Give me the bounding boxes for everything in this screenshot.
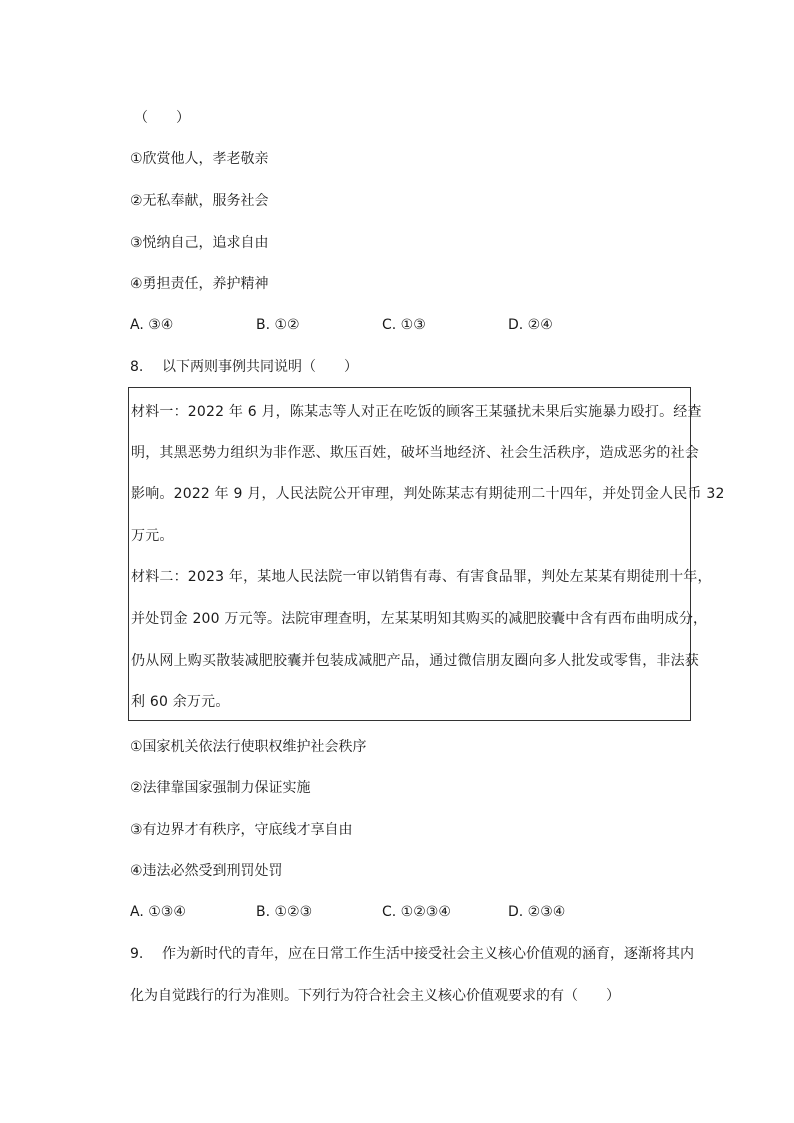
q9-stem-line-1 bbox=[130, 944, 694, 964]
answer-parentheses: （ ） bbox=[134, 110, 190, 126]
q7-statement-2: ②无私奉献，服务社会 bbox=[130, 193, 269, 209]
q8-stem bbox=[130, 357, 358, 377]
q8-stem-text: 以下两则事例共同说明（ ） bbox=[162, 359, 358, 375]
q8-option-a[interactable]: A. ①③④ bbox=[130, 904, 186, 920]
q8-statement-3: ③有边界才有秩序，守底线才享自由 bbox=[130, 822, 353, 838]
material-line: 明，其黑恶势力组织为非作恶、欺压百姓，破坏当地经济、社会生活秩序，造成恶劣的社会 bbox=[131, 445, 699, 461]
q8-statement-1: ①国家机关依法行使职权维护社会秩序 bbox=[130, 739, 367, 755]
q7-option-a[interactable]: A. ③④ bbox=[130, 317, 174, 333]
q7-statement-1: ①欣赏他人，孝老敬亲 bbox=[130, 151, 269, 167]
material-line: 并处罚金 200 万元等。法院审理查明，左某某明知其购买的减肥胶囊中含有西布曲明成分， bbox=[131, 611, 708, 627]
material-line: 影响。2022 年 9 月，人民法院公开审理，判处陈某志有期徒刑二十四年，并处罚金人民币 32 bbox=[131, 486, 725, 502]
q9-stem-line-2: 化为自觉践行的行为准则。下列行为符合社会主义核心价值观要求的有（ ） bbox=[130, 988, 620, 1004]
q7-option-b[interactable]: B. ①② bbox=[256, 317, 300, 333]
q8-option-c[interactable]: C. ①②③④ bbox=[382, 904, 451, 920]
material-line: 仍从网上购买散装减肥胶囊并包装成减肥产品，通过微信朋友圈向多人批发或零售，非法获 bbox=[131, 653, 699, 669]
material-line: 材料二：2023 年，某地人民法院一审以销售有毒、有害食品罪，判处左某某有期徒刑十年， bbox=[131, 569, 712, 585]
material-line: 万元。 bbox=[131, 528, 174, 544]
q8-statement-2: ②法律靠国家强制力保证实施 bbox=[130, 780, 311, 796]
q9-stem-text-1: 作为新时代的青年，应在日常工作生活中接受社会主义核心价值观的涵育，逐渐将其内 bbox=[162, 946, 694, 962]
q8-option-b[interactable]: B. ①②③ bbox=[256, 904, 313, 920]
q8-option-d[interactable]: D. ②③④ bbox=[508, 904, 566, 920]
material-line: 利 60 余万元。 bbox=[131, 694, 230, 710]
q8-statement-4: ④违法必然受到刑罚处罚 bbox=[130, 863, 283, 879]
q7-statement-3: ③悦纳自己，追求自由 bbox=[130, 235, 269, 251]
material-line: 材料一：2022 年 6 月，陈某志等人对正在吃饭的顾客王某骚扰未果后实施暴力殴打。经查 bbox=[131, 404, 702, 420]
q7-statement-4: ④勇担责任，养护精神 bbox=[130, 276, 269, 292]
q8-material-box bbox=[128, 387, 725, 721]
q7-option-d[interactable]: D. ②④ bbox=[508, 317, 553, 333]
q8-number: 8. bbox=[130, 359, 144, 375]
q7-option-c[interactable]: C. ①③ bbox=[382, 317, 426, 333]
q9-number: 9. bbox=[130, 946, 144, 962]
